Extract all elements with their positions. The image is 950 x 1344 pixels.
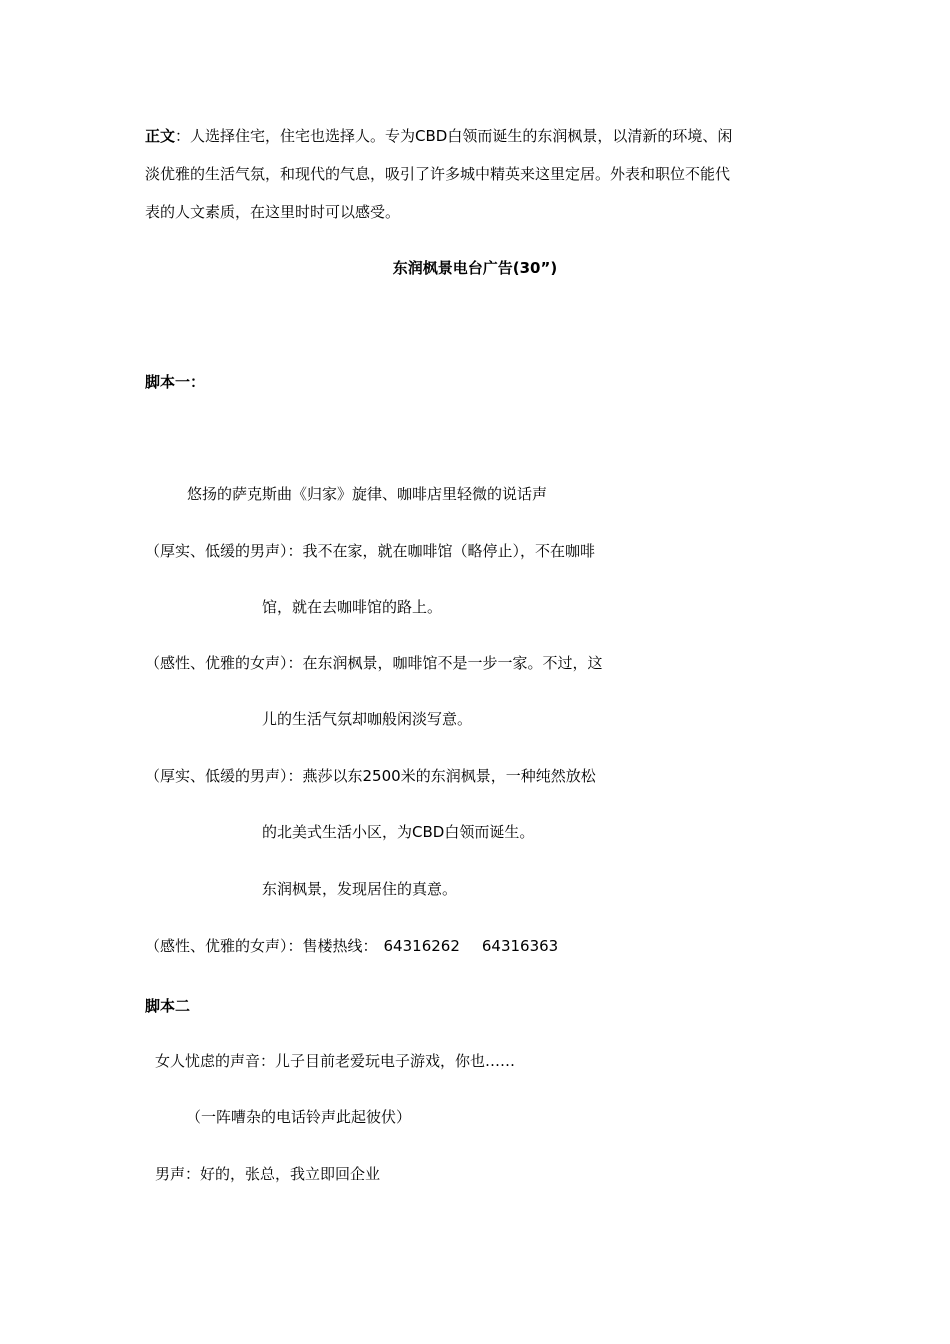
script2-sfx: （一阵嘈杂的电话铃声此起彼伏） xyxy=(186,1108,412,1126)
script1-heading: 脚本一： xyxy=(145,373,206,391)
script1-line-3a: （厚实、低缓的男声）：燕莎以东 xyxy=(145,767,363,785)
script1-line-3-cont-b: 白领而诞生。 xyxy=(444,823,535,841)
script1-line-3-cont2: 东润枫景，发现居住的真意。 xyxy=(262,880,458,898)
script2-line-2: 男声：好的，张总，我立即回企业 xyxy=(155,1165,381,1183)
script1-phone-1: 64316262 xyxy=(383,937,460,955)
script1-cbd: CBD xyxy=(412,823,445,841)
script1-phone-2: 64316363 xyxy=(481,937,559,955)
script1-hotline-label: （感性、优雅的女声）：售楼热线： xyxy=(145,937,378,955)
script1-distance: 2500 xyxy=(362,767,401,785)
script1-sfx: 悠扬的萨克斯曲《归家》旋律、咖啡店里轻微的说话声 xyxy=(187,485,548,503)
script1-line-3b: 米的东润枫景，一种纯然放松 xyxy=(400,767,596,785)
script1-line-2-cont: 儿的生活气氛却咖般闲淡写意。 xyxy=(262,710,473,728)
script1-line-3-cont xyxy=(262,822,534,842)
intro-label: 正文 xyxy=(145,127,176,145)
script1-line-1: （厚实、低缓的男声）：我不在家，就在咖啡馆（略停止），不在咖啡 xyxy=(145,542,596,560)
script2-line-1: 女人忧虑的声音：儿子目前老爱玩电子游戏，你也…… xyxy=(155,1052,516,1070)
intro-text-1b: 白领而诞生的东润枫景，以清新的环境、闲 xyxy=(447,127,733,145)
script1-line-3 xyxy=(145,766,596,786)
intro-cbd: CBD xyxy=(415,127,448,145)
script1-line-2: （感性、优雅的女声）：在东润枫景，咖啡馆不是一步一家。不过，这 xyxy=(145,654,603,672)
intro-label-colon: ： xyxy=(175,127,191,145)
script1-line-1-cont: 馆，就在去咖啡馆的路上。 xyxy=(262,598,443,616)
script2-heading: 脚本二 xyxy=(145,997,191,1015)
intro-line-2: 淡优雅的生活气氛，和现代的气息，吸引了许多城中精英来这里定居。外表和职位不能代 xyxy=(145,165,731,183)
script1-line-4 xyxy=(145,936,558,956)
document-title: 东润枫景电台广告(30”) xyxy=(392,259,558,277)
script1-line-3-cont-a: 的北美式生活小区，为 xyxy=(262,823,413,841)
intro-line-3: 表的人文素质，在这里时时可以感受。 xyxy=(145,203,401,221)
intro-line-1 xyxy=(145,126,732,146)
intro-text-1a: 人选择住宅，住宅也选择人。专为 xyxy=(190,127,416,145)
